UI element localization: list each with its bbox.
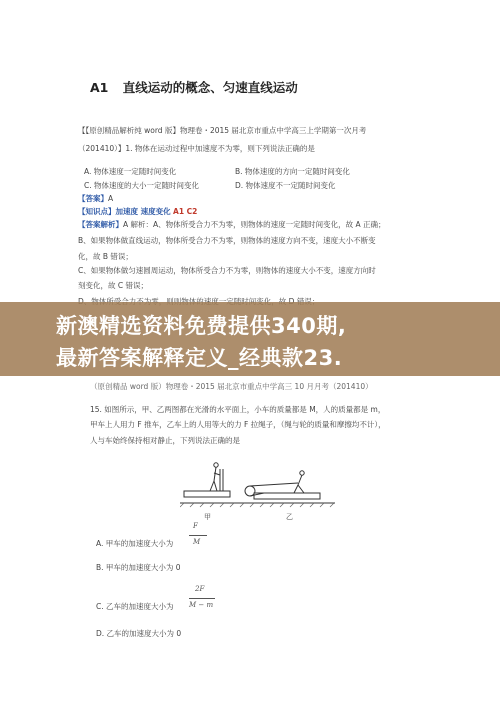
answer-tag: 【答案】 (78, 194, 108, 203)
q2-line1: 15. 如图所示，甲、乙两图都在光滑的水平面上，小车的质量都是 M，人的质量都是 m， (90, 405, 386, 414)
fig-label-yi: 乙 (286, 513, 293, 521)
q1-analysis-line4: C、如果物体做匀速圆周运动，物体所受合力不为零，则物体的速度大小不变，速度方向时 (78, 266, 376, 275)
knowledge-value: 加速度 速度变化 (115, 207, 171, 216)
q1-option-a: A. 物体速度一定随时间变化 (84, 167, 177, 176)
q2-option-c: C. 乙车的加速度大小为 (96, 602, 174, 611)
answer-value: A (108, 194, 114, 203)
cart-jia (184, 463, 230, 497)
q1-header-line1: 【【原创精品解析纯 word 版】物理卷・2015 届北京市重点中学高三上学期第一次月考 (78, 126, 367, 135)
q1-option-b: B. 物体速度的方向一定随时间变化 (235, 167, 350, 176)
q2-option-c-fraction (189, 585, 215, 609)
q1-analysis-line2: B、如果物体做直线运动，物体所受合力不为零，则物体的速度方向不变，速度大小不断变 (78, 236, 376, 245)
fraction-c-den: M − m (189, 601, 214, 609)
analysis-text-1: A 解析：A、物体所受合力不为零，则物体的速度一定随时间变化，故 A 正确； (123, 220, 386, 229)
knowledge-code: A1 C2 (173, 207, 198, 216)
fig-label-jia: 甲 (204, 513, 211, 521)
q1-header-line2: （201410）】1. 物体在运动过程中加速度不为零，则下列说法正确的是 (78, 144, 315, 153)
q2-line3: 人与车始终保持相对静止，下列说法正确的是 (90, 436, 240, 445)
q1-answer-line (78, 194, 113, 204)
q1-analysis-line1 (78, 220, 386, 230)
analysis-tag: 【答案解析】 (78, 220, 123, 229)
q1-analysis-line5: 刻变化，故 C 错误； (78, 281, 149, 290)
q1-analysis-line3: 化，故 B 错误； (78, 252, 133, 261)
overlay-banner (0, 302, 500, 376)
knowledge-tag: 【知识点】 (78, 207, 116, 216)
section-number: A1 (90, 80, 109, 95)
q2-line2: 甲车上人用力 F 推车，乙车上的人用等大的力 F 拉绳子，（绳与轮的质量和摩擦均不计）， (90, 420, 386, 429)
q2-option-a: A. 甲车的加速度大小为 (96, 539, 174, 548)
fraction-a-num: F (193, 522, 198, 530)
q2-option-b: B. 甲车的加速度大小为 0 (96, 563, 181, 572)
banner-line-2: 最新答案解释定义_经典款23. (56, 346, 343, 370)
q2-option-a-fraction (189, 522, 207, 546)
cart-figure (180, 455, 340, 523)
section-title (90, 78, 298, 96)
q1-knowledge-line (78, 207, 197, 217)
q1-option-d: D. 物体速度不一定随时间变化 (235, 181, 336, 190)
banner-line-1: 新澳精选资料免费提供340期, (56, 314, 347, 338)
q2-header-partial: （原创精品 word 版）物理卷・2015 届北京市重点中学高三 10 月月考（201410） (90, 382, 373, 391)
fraction-a-den: M (193, 538, 201, 546)
q2-option-d: D. 乙车的加速度大小为 0 (96, 629, 182, 638)
fraction-c-num: 2F (195, 585, 205, 593)
cart-yi (245, 471, 320, 499)
q1-option-c: C. 物体速度的大小一定随时间变化 (84, 181, 200, 190)
section-heading: 直线运动的概念、匀速直线运动 (122, 80, 298, 95)
